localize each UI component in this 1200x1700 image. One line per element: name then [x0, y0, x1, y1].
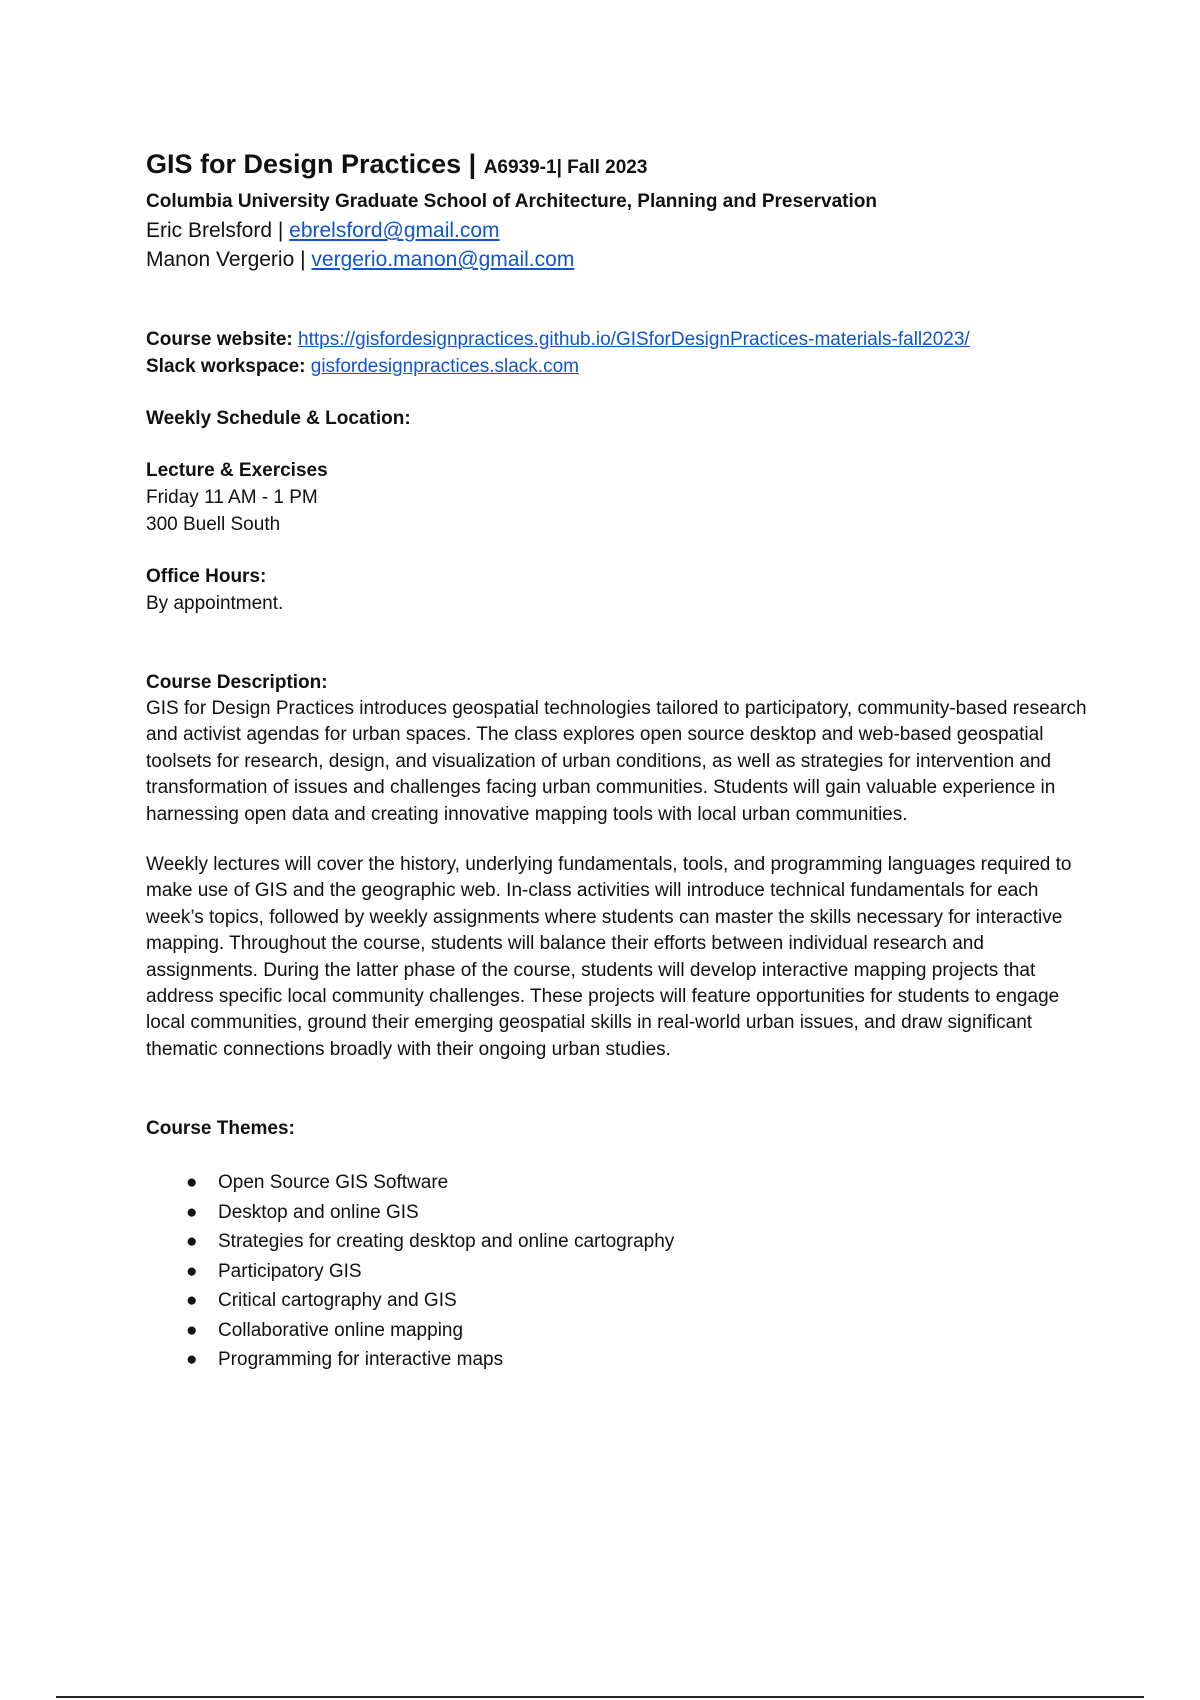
bullet-icon: ● [186, 1290, 198, 1312]
instructor-name: Manon Vergerio [146, 248, 295, 271]
themes-list [146, 1168, 1096, 1375]
list-item [186, 1257, 1096, 1287]
bullet-icon: ● [186, 1231, 198, 1253]
course-code: A6939-1| Fall 2023 [483, 157, 648, 178]
slack-label: Slack workspace: [146, 356, 306, 377]
school-name: Columbia University Graduate School of Architecture, Planning and Preservation [146, 191, 877, 212]
theme-label: Open Source GIS Software [218, 1172, 449, 1194]
list-item [186, 1345, 1096, 1375]
title-separator: | [461, 149, 484, 179]
themes-heading: Course Themes: [146, 1118, 295, 1140]
list-item [186, 1316, 1096, 1346]
page-bottom-rule [56, 1696, 1144, 1698]
description-paragraph: GIS for Design Practices introduces geospatial technologies tailored to participatory, community-based research and activist agendas for urban spaces. The class explores open source desktop and web-based geospatial toolsets for research, design, and visualization of urban conditions, as well as strategies for intervention and transformation of issues and challenges facing urban communities. Students will gain valuable experience in harnessing open data and creating innovative mapping tools with local urban communities. [146, 698, 1087, 825]
course-links [146, 326, 1096, 380]
office-hours-heading: Office Hours: [146, 566, 267, 587]
instructor-separator: | [294, 248, 312, 271]
office-hours-text: By appointment. [146, 593, 284, 614]
bullet-icon: ● [186, 1201, 198, 1223]
theme-label: Strategies for creating desktop and online cartography [218, 1231, 675, 1253]
lecture-heading: Lecture & Exercises [146, 460, 328, 481]
course-title: GIS for Design Practices [146, 149, 462, 179]
description-heading: Course Description: [146, 672, 328, 693]
instructor-separator: | [272, 219, 290, 242]
list-item [186, 1286, 1096, 1316]
bullet-icon: ● [186, 1260, 198, 1282]
lecture-room: 300 Buell South [146, 514, 281, 535]
theme-label: Participatory GIS [218, 1260, 362, 1282]
page-title [146, 142, 1096, 188]
instructor-eric [146, 216, 1096, 245]
instructor-name: Eric Brelsford [146, 219, 273, 242]
website-link[interactable]: https://gisfordesignpractices.github.io/GISforDesignPractices-materials-fall2023/ [298, 329, 970, 350]
schedule-heading: Weekly Schedule & Location: [146, 408, 411, 429]
theme-label: Collaborative online mapping [218, 1319, 464, 1341]
list-item [186, 1168, 1096, 1198]
slack-line [146, 353, 1096, 380]
theme-label: Programming for interactive maps [218, 1349, 504, 1371]
theme-label: Desktop and online GIS [218, 1201, 419, 1223]
theme-label: Critical cartography and GIS [218, 1290, 457, 1312]
list-item [186, 1227, 1096, 1257]
instructor-email-link[interactable]: vergerio.manon@gmail.com [311, 248, 575, 271]
website-line [146, 326, 1096, 353]
instructor-manon [146, 245, 1096, 274]
list-item [186, 1198, 1096, 1228]
description-paragraph: Weekly lectures will cover the history, underlying fundamentals, tools, and programming languages required to make use of GIS and the geographic web. In-class activities will introduce technical fundamentals for each week’s topics, followed by weekly assignments where students can master the skills necessary for interactive mapping. Throughout the course, students will balance their efforts between individual research and assignments. During the latter phase of the course, students will develop interactive mapping projects that address specific local community challenges. These projects will feature opportunities for students to engage local communities, ground their emerging geospatial skills in real-world urban issues, and draw significant thematic connections broadly with their ongoing urban studies. [146, 854, 1072, 1060]
website-label: Course website: [146, 329, 293, 350]
syllabus-page [146, 142, 1096, 1375]
lecture-time: Friday 11 AM - 1 PM [146, 487, 318, 508]
bullet-icon: ● [186, 1349, 198, 1371]
bullet-icon: ● [186, 1172, 198, 1194]
slack-link[interactable]: gisfordesignpractices.slack.com [310, 356, 579, 377]
bullet-icon: ● [186, 1319, 198, 1341]
instructor-email-link[interactable]: ebrelsford@gmail.com [289, 219, 500, 242]
